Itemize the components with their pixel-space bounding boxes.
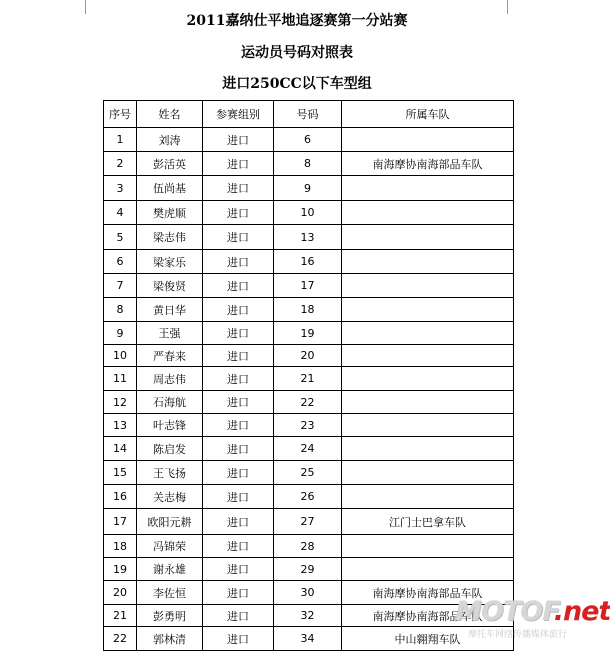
cell-name: 郭林清 [137,627,203,651]
document-subtitle: 运动员号码对照表 [241,45,353,61]
cell-group: 进口 [203,298,274,322]
rider-number-table [103,100,514,651]
cell-number: 34 [274,627,342,651]
cell-number: 16 [274,250,342,274]
cell-group: 进口 [203,345,274,367]
header-group: 参赛组别 [203,101,274,128]
cell-serial: 11 [104,367,137,391]
cell-team [342,201,514,225]
cell-name: 樊虎顺 [137,201,203,225]
cell-number: 25 [274,461,342,485]
table-row [104,128,514,152]
cell-serial: 8 [104,298,137,322]
cell-name: 欧阳元耕 [137,509,203,535]
cell-serial: 21 [104,605,137,627]
table-row [104,485,514,509]
cell-name: 梁家乐 [137,250,203,274]
table-row [104,250,514,274]
watermark-brand: MOTOF [455,596,554,627]
cell-group: 进口 [203,558,274,581]
table-row [104,345,514,367]
cell-serial: 22 [104,627,137,651]
header-name: 姓名 [137,101,203,128]
cell-serial: 5 [104,225,137,250]
cell-number: 19 [274,322,342,345]
table-row [104,298,514,322]
cell-name: 关志梅 [137,485,203,509]
cell-serial: 4 [104,201,137,225]
cell-serial: 3 [104,176,137,201]
cell-name: 冯锦荣 [137,535,203,558]
cell-group: 进口 [203,605,274,627]
table-header-row [104,101,514,128]
cell-name: 彭活英 [137,152,203,176]
header-team: 所属车队 [342,101,514,128]
cell-name: 石海航 [137,391,203,414]
cell-group: 进口 [203,437,274,461]
cell-serial: 18 [104,535,137,558]
cell-serial: 16 [104,485,137,509]
table-row [104,274,514,298]
event-title: 2011嘉纳仕平地追逐赛第一分站赛 [186,13,408,29]
table-row [104,414,514,437]
cell-group: 进口 [203,509,274,535]
cell-serial: 20 [104,581,137,605]
cell-team [342,225,514,250]
cell-group: 进口 [203,274,274,298]
cell-name: 王强 [137,322,203,345]
cell-name: 彭勇明 [137,605,203,627]
cell-group: 进口 [203,128,274,152]
cell-group: 进口 [203,367,274,391]
cell-serial: 7 [104,274,137,298]
cell-number: 8 [274,152,342,176]
cell-team [342,128,514,152]
cell-number: 30 [274,581,342,605]
cell-group: 进口 [203,152,274,176]
cell-serial: 9 [104,322,137,345]
cell-team: 南海摩协南海部品车队 [342,152,514,176]
cell-serial: 14 [104,437,137,461]
cell-group: 进口 [203,581,274,605]
watermark-tagline: 摩托车网络传播媒体旅行 [468,630,568,640]
cell-group: 进口 [203,176,274,201]
cell-name: 黄日华 [137,298,203,322]
cell-team [342,322,514,345]
cell-team [342,437,514,461]
cell-group: 进口 [203,201,274,225]
header-serial: 序号 [104,101,137,128]
header-number: 号码 [274,101,342,128]
cell-serial: 12 [104,391,137,414]
cell-name: 伍尚基 [137,176,203,201]
cell-number: 20 [274,345,342,367]
cell-team [342,414,514,437]
cell-group: 进口 [203,391,274,414]
cell-number: 18 [274,298,342,322]
cell-name: 周志伟 [137,367,203,391]
cell-team [342,176,514,201]
cell-team: 南海摩协南海部品车队 [342,605,514,627]
table-row [104,152,514,176]
table-row [104,509,514,535]
site-watermark-logo [455,596,610,627]
cell-group: 进口 [203,627,274,651]
cell-serial: 13 [104,414,137,437]
cell-number: 28 [274,535,342,558]
table-row [104,176,514,201]
cell-number: 32 [274,605,342,627]
cell-number: 27 [274,509,342,535]
cell-number: 10 [274,201,342,225]
table-row [104,605,514,627]
table-row [104,535,514,558]
cell-serial: 2 [104,152,137,176]
table-row [104,461,514,485]
cell-team: 江门士巴拿车队 [342,509,514,535]
cell-team [342,345,514,367]
cell-serial: 10 [104,345,137,367]
cell-team [342,391,514,414]
table-row [104,225,514,250]
cell-group: 进口 [203,225,274,250]
cell-serial: 19 [104,558,137,581]
table-row [104,367,514,391]
cell-number: 24 [274,437,342,461]
table-row [104,437,514,461]
cell-name: 梁俊贤 [137,274,203,298]
cell-group: 进口 [203,250,274,274]
cell-team: 中山翱翔车队 [342,627,514,651]
cell-number: 23 [274,414,342,437]
cell-serial: 1 [104,128,137,152]
cell-number: 13 [274,225,342,250]
cell-team [342,274,514,298]
cell-name: 叶志锋 [137,414,203,437]
cell-name: 刘涛 [137,128,203,152]
cell-number: 9 [274,176,342,201]
cell-number: 17 [274,274,342,298]
cell-team [342,298,514,322]
cell-name: 严春来 [137,345,203,367]
table-body [104,128,514,651]
cell-group: 进口 [203,461,274,485]
cell-number: 26 [274,485,342,509]
table-row [104,581,514,605]
cell-team [342,485,514,509]
watermark-brand-suffix: .net [553,596,610,627]
cell-team [342,250,514,274]
cell-group: 进口 [203,414,274,437]
cell-group: 进口 [203,322,274,345]
cell-team [342,558,514,581]
table-row [104,558,514,581]
cell-team [342,367,514,391]
cell-serial: 17 [104,509,137,535]
table-row [104,627,514,651]
cell-group: 进口 [203,535,274,558]
cell-team [342,461,514,485]
cell-team: 南海摩协南海部品车队 [342,581,514,605]
cell-number: 22 [274,391,342,414]
cell-name: 谢永雄 [137,558,203,581]
table-row [104,322,514,345]
cell-team [342,535,514,558]
cell-name: 李佐恒 [137,581,203,605]
table-row [104,201,514,225]
cell-name: 陈启发 [137,437,203,461]
cell-name: 梁志伟 [137,225,203,250]
cell-serial: 6 [104,250,137,274]
cell-number: 21 [274,367,342,391]
cell-number: 29 [274,558,342,581]
cell-serial: 15 [104,461,137,485]
cell-name: 王飞扬 [137,461,203,485]
cell-group: 进口 [203,485,274,509]
cell-number: 6 [274,128,342,152]
table-row [104,391,514,414]
category-title: 进口250CC以下车型组 [222,76,372,92]
